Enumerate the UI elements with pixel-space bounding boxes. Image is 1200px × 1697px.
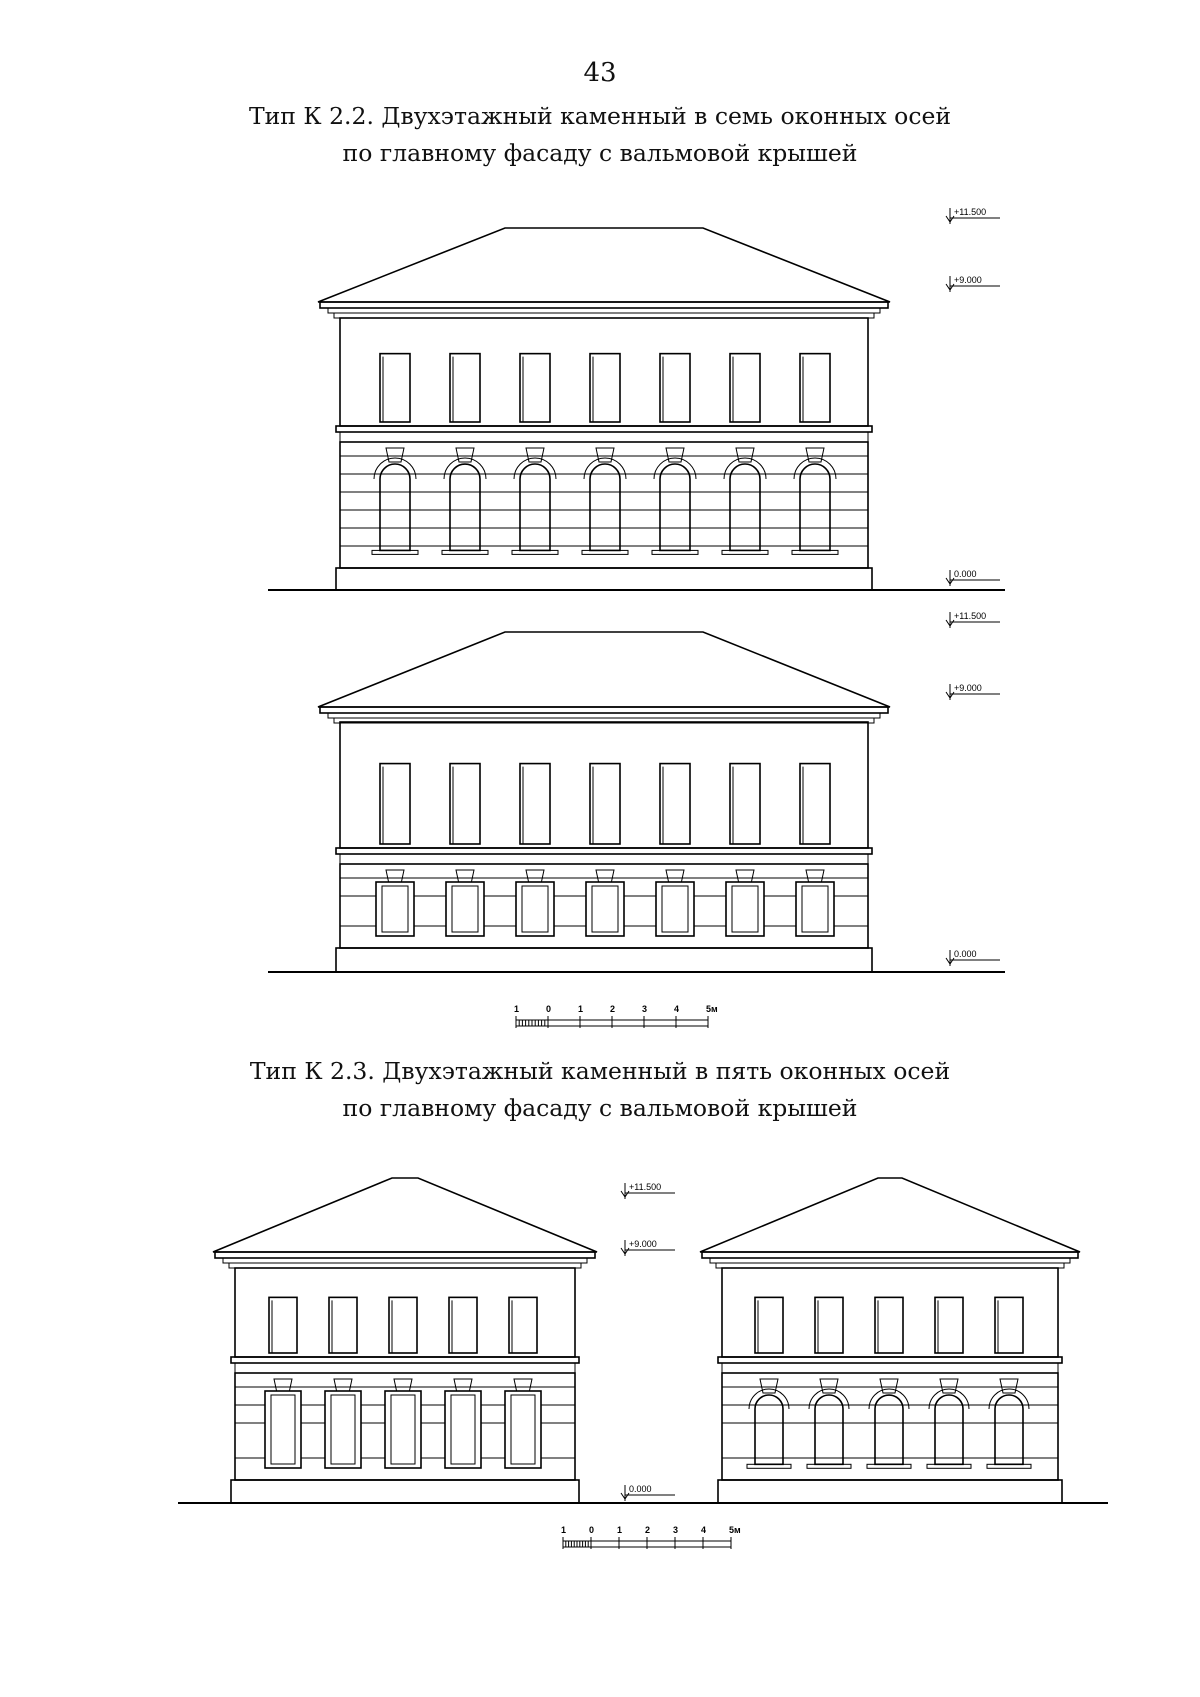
facade-k22-arched xyxy=(318,228,890,590)
scale-bar-label: 1 xyxy=(514,1004,520,1014)
plinth xyxy=(231,1480,579,1503)
belt-course xyxy=(718,1357,1062,1363)
hip-roof xyxy=(700,1178,1080,1252)
upper-window xyxy=(590,764,620,844)
elevation-mark-arrow xyxy=(621,1485,629,1501)
upper-window xyxy=(730,764,760,844)
scale-bar-label: 1 xyxy=(617,1525,623,1535)
scale-bar-label: 0 xyxy=(546,1004,552,1014)
scale-bar-label: 5м xyxy=(729,1525,741,1535)
keystone xyxy=(940,1379,958,1393)
upper-window xyxy=(450,354,480,422)
page-number: 43 xyxy=(583,58,617,88)
keystone xyxy=(806,448,824,462)
elevation-mark-label: 0.000 xyxy=(629,1484,652,1494)
belt-course xyxy=(340,432,868,442)
elevation-mark-label: 0.000 xyxy=(954,949,977,959)
section-title-line2: по главному фасаду с вальмовой крышей xyxy=(342,139,858,167)
arched-window xyxy=(590,464,620,550)
upper-window xyxy=(800,764,830,844)
upper-window xyxy=(660,354,690,422)
upper-window xyxy=(380,354,410,422)
scale-bar-label: 2 xyxy=(610,1004,616,1014)
keystone xyxy=(526,448,544,462)
arched-window xyxy=(730,464,760,550)
section-title-line1: Тип К 2.2. Двухэтажный каменный в семь оконных осей xyxy=(248,102,952,130)
lower-window xyxy=(265,1391,301,1468)
elevation-mark-arrow xyxy=(621,1240,629,1256)
upper-window xyxy=(815,1297,843,1353)
scale-bar-label: 0 xyxy=(589,1525,595,1535)
belt-course xyxy=(336,848,872,854)
scale-bar-label: 1 xyxy=(578,1004,584,1014)
elevation-mark-arrow xyxy=(946,612,954,628)
arched-window xyxy=(520,464,550,550)
elevation-mark-label: +9.000 xyxy=(954,683,982,693)
cornice xyxy=(215,1252,595,1258)
section-title-line2: по главному фасаду с вальмовой крышей xyxy=(342,1094,858,1122)
upper-window xyxy=(935,1297,963,1353)
plinth xyxy=(336,568,872,590)
belt-course xyxy=(722,1363,1058,1373)
keystone xyxy=(596,448,614,462)
cornice xyxy=(320,707,888,713)
cornice xyxy=(702,1252,1078,1258)
belt-course xyxy=(231,1357,579,1363)
facade-k22-rect xyxy=(318,632,890,972)
scale-bar-label: 3 xyxy=(642,1004,648,1014)
keystone xyxy=(1000,1379,1018,1393)
keystone xyxy=(820,1379,838,1393)
upper-window xyxy=(329,1297,357,1353)
upper-window xyxy=(875,1297,903,1353)
scale-bar-label: 2 xyxy=(645,1525,651,1535)
upper-window xyxy=(520,764,550,844)
upper-wall xyxy=(722,1268,1058,1357)
scale-bar-label: 4 xyxy=(701,1525,707,1535)
lower-window xyxy=(325,1391,361,1468)
keystone xyxy=(880,1379,898,1393)
elevation-mark-label: +11.500 xyxy=(954,207,987,217)
lower-window xyxy=(505,1391,541,1468)
upper-window xyxy=(730,354,760,422)
elevation-mark-label: +11.500 xyxy=(954,611,987,621)
facade-k23-arched xyxy=(700,1178,1080,1503)
arched-window xyxy=(660,464,690,550)
upper-window xyxy=(520,354,550,422)
scale-bar-label: 5м xyxy=(706,1004,718,1014)
plinth xyxy=(718,1480,1062,1503)
hip-roof xyxy=(318,632,890,707)
elevation-mark-arrow xyxy=(946,684,954,700)
belt-course xyxy=(235,1363,575,1373)
elevation-mark-arrow xyxy=(946,570,954,586)
plinth xyxy=(336,948,872,972)
elevation-mark-label: +9.000 xyxy=(629,1239,657,1249)
upper-wall xyxy=(340,318,868,426)
arched-window xyxy=(380,464,410,550)
elevation-mark-label: +9.000 xyxy=(954,275,982,285)
upper-window xyxy=(449,1297,477,1353)
elevation-mark-label: +11.500 xyxy=(629,1182,662,1192)
hip-roof xyxy=(213,1178,597,1252)
upper-wall xyxy=(340,722,868,848)
arched-window xyxy=(450,464,480,550)
upper-window xyxy=(755,1297,783,1353)
belt-course xyxy=(340,854,868,864)
upper-window xyxy=(509,1297,537,1353)
upper-wall xyxy=(235,1268,575,1357)
facade-k23-rect xyxy=(213,1178,597,1503)
keystone xyxy=(666,448,684,462)
ground-floor-wall xyxy=(340,442,868,568)
upper-window xyxy=(380,764,410,844)
upper-window xyxy=(660,764,690,844)
belt-course xyxy=(336,426,872,432)
upper-window xyxy=(269,1297,297,1353)
scale-bar-label: 4 xyxy=(674,1004,680,1014)
upper-window xyxy=(389,1297,417,1353)
upper-window xyxy=(800,354,830,422)
hip-roof xyxy=(318,228,890,302)
upper-window xyxy=(450,764,480,844)
upper-window xyxy=(995,1297,1023,1353)
elevation-mark-arrow xyxy=(621,1183,629,1199)
scale-bar-label: 3 xyxy=(673,1525,679,1535)
keystone xyxy=(456,448,474,462)
elevation-mark-arrow xyxy=(946,950,954,966)
section-title-line1: Тип К 2.3. Двухэтажный каменный в пять оконных осей xyxy=(249,1057,951,1085)
elevation-mark-arrow xyxy=(946,276,954,292)
lower-window xyxy=(445,1391,481,1468)
elevation-mark-arrow xyxy=(946,208,954,224)
arched-window xyxy=(800,464,830,550)
elevation-mark-label: 0.000 xyxy=(954,569,977,579)
keystone xyxy=(736,448,754,462)
lower-window xyxy=(385,1391,421,1468)
cornice xyxy=(320,302,888,308)
keystone xyxy=(760,1379,778,1393)
scale-bar-label: 1 xyxy=(561,1525,567,1535)
keystone xyxy=(386,448,404,462)
upper-window xyxy=(590,354,620,422)
